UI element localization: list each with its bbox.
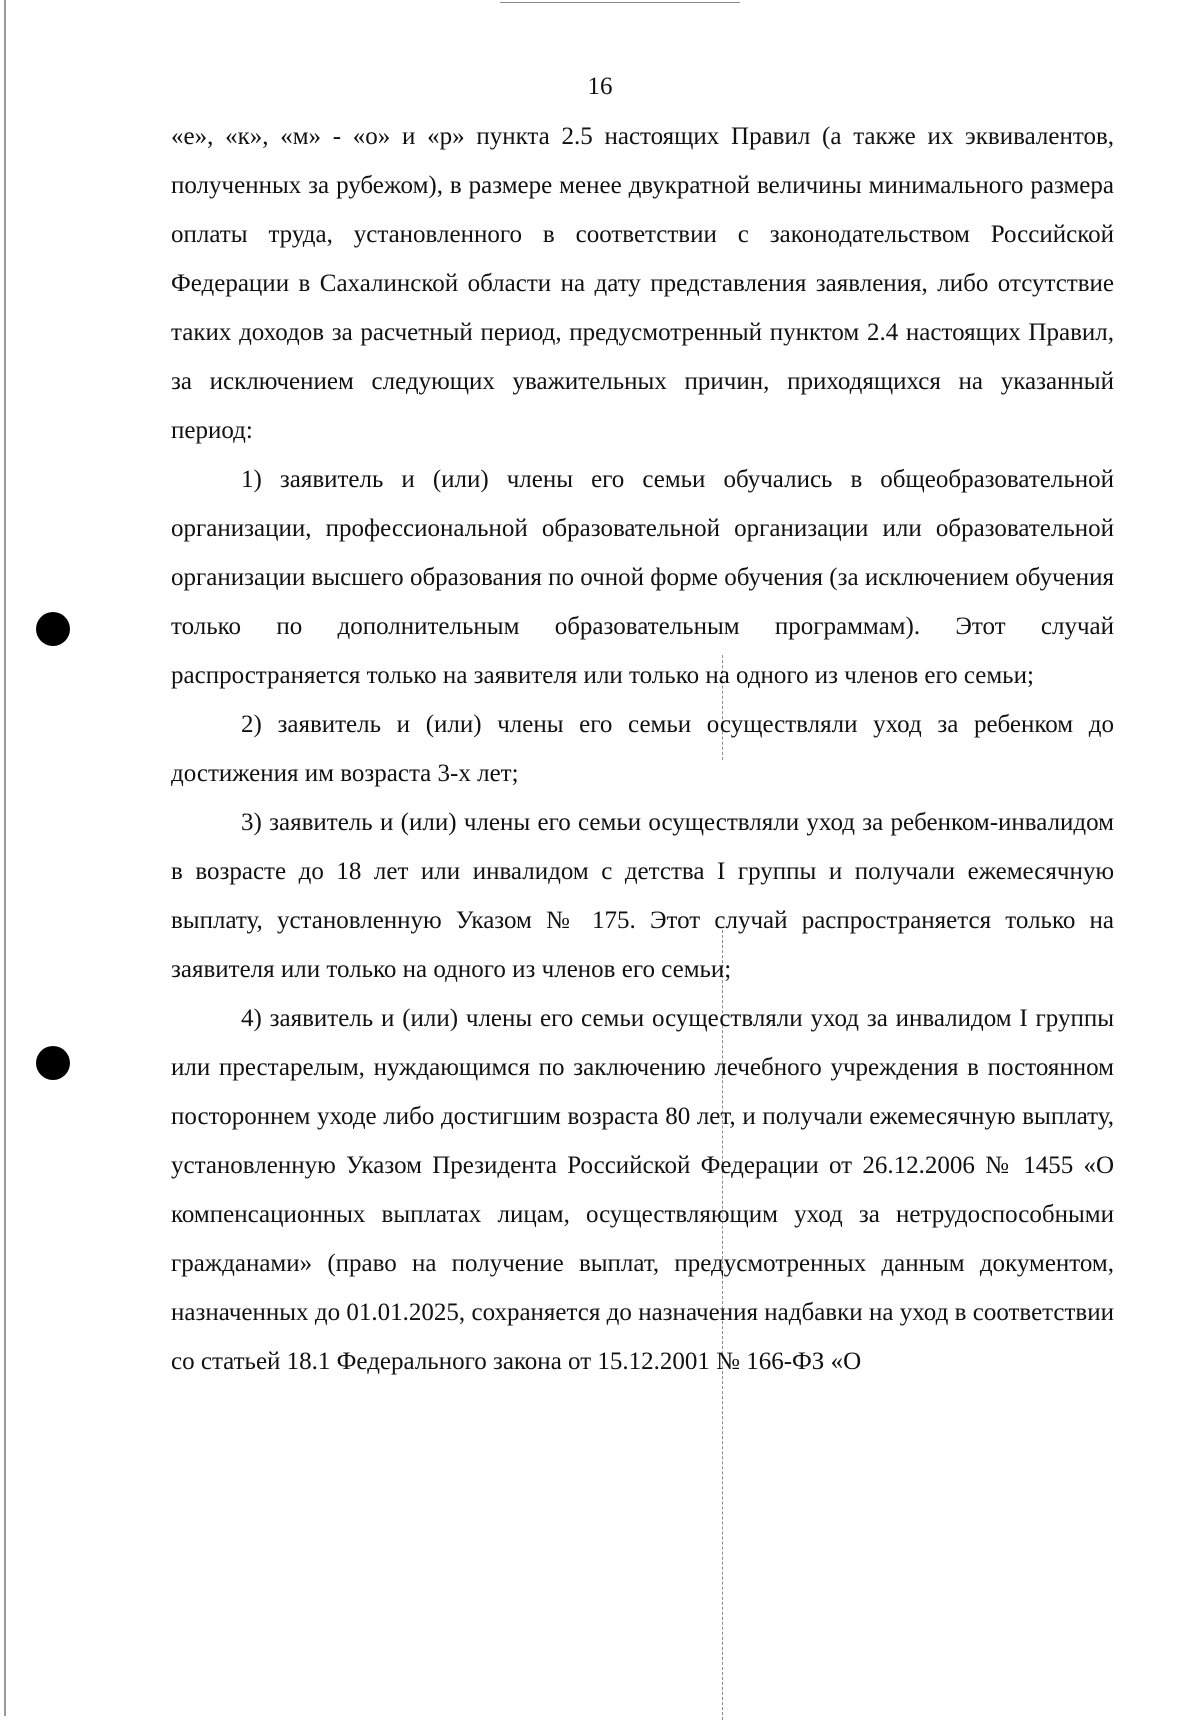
paragraph-item-3: 3) заявитель и (или) члены его семьи осуществляли уход за ребенком-инвалидом в возрасте до 18 лет или инвалидом с детства I группы и получали ежемесячную выплату, установленную Указом № 175. Этот случай распространяется только на заявителя или только на одного из членов его семьи; — [171, 809, 1114, 983]
punch-hole-mark — [36, 612, 70, 646]
page-number: 16 — [587, 73, 613, 100]
paragraph-item-1: 1) заявитель и (или) члены его семьи обучались в общеобразовательной организации, профессиональной образовательной организации или образовательной организации высшего образования по очной форме обучения (за исключением обучения только по дополнительным образовательным программам). Этот случай распространяется только на заявителя или только на одного из членов его семьи; — [171, 466, 1114, 689]
paragraph-continuation: «е», «к», «м» - «о» и «р» пункта 2.5 настоящих Правил (а также их эквивалентов, полученных за рубежом), в размере менее двукратной величины минимального размера оплаты труда, установленного в соответствии с законодательством Российской Федерации в Сахалинской области на дату представления заявления, либо отсутствие таких доходов за расчетный период, предусмотренный пунктом 2.4 настоящих Правил, за исключением следующих уважительных причин, приходящихся на указанный период: — [171, 123, 1114, 444]
paragraph-item-2: 2) заявитель и (или) члены его семьи осуществляли уход за ребенком до достижения им возраста 3-х лет; — [171, 711, 1114, 787]
document-body — [171, 112, 1114, 1386]
scan-top-line — [500, 2, 740, 3]
paragraph-item-4: 4) заявитель и (или) члены его семьи осуществляли уход за инвалидом I группы или престарелым, нуждающимся по заключению лечебного учреждения в постоянном постороннем уходе либо достигшим возраста 80 лет, и получали ежемесячную выплату, установленную Указом Президента Российской Федерации от 26.12.2006 № 1455 «О компенсационных выплатах лицам, осуществляющим уход за нетрудоспособными гражданами» (право на получение выплат, предусмотренных данным документом, назначенных до 01.01.2025, сохраняется до назначения надбавки на уход в соответствии со статьей 18.1 Федерального закона от 15.12.2001 № 166-ФЗ «О — [171, 1005, 1114, 1375]
scan-edge-line — [4, 0, 6, 1716]
punch-hole-mark — [36, 1046, 70, 1080]
